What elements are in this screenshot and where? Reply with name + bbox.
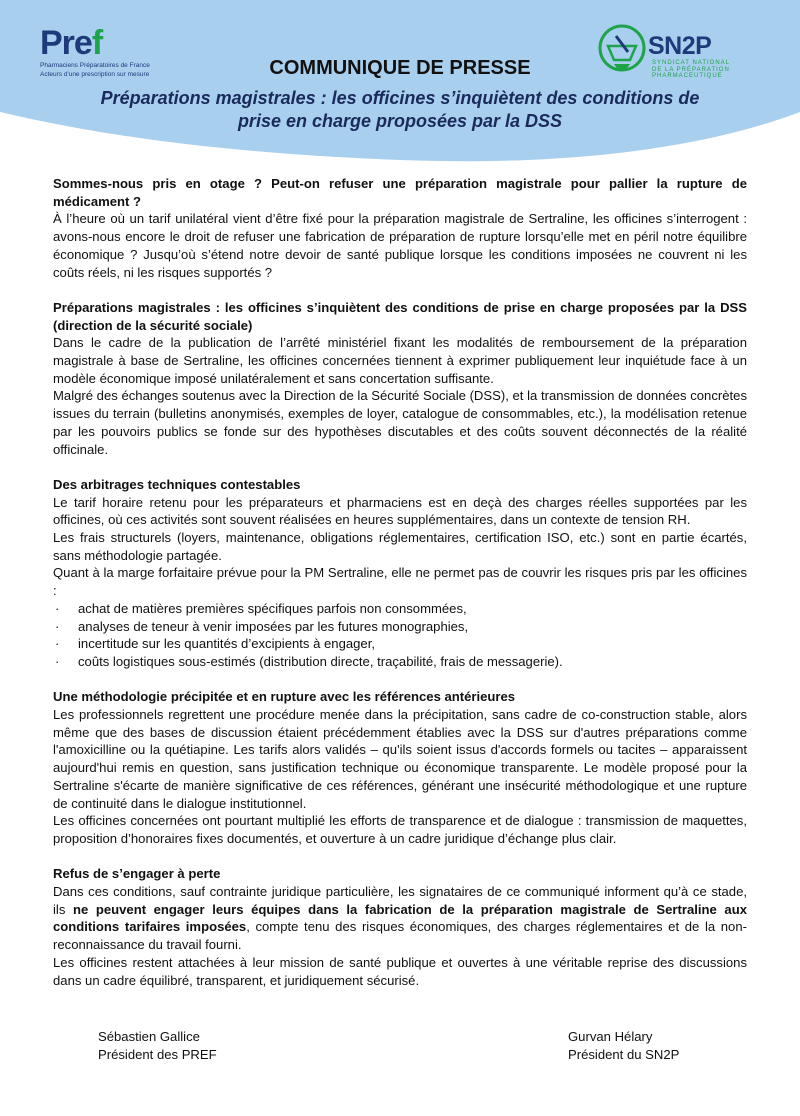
section-2-paragraph-2: Malgré des échanges soutenus avec la Direction de la Sécurité Sociale (DSS), et la transmission de données concrètes issues du terrain (bulletins anonymisés, exemples de loyer, catalogue de consommables, etc.), la modélisation retenue par les pouvoirs publics se fonde sur des hypothèses discutables et des coûts souvent déconnectés de la réalité officinale. [53,388,747,457]
bullet-icon: · [55,636,60,652]
bullet-icon: · [55,618,60,634]
bullet-icon: · [55,653,60,669]
section-4-paragraph-1: Les professionnels regrettent une procédure menée dans la précipitation, sans cadre de co-construction stable, alors même que des bases de discussion étaient précédemment établies avec la DSS sur d'autres préparations comme l'amoxicilline ou la quétiapine. Les tarifs alors validés – qu'ils soient issus d'accords formels ou tacites – apparaissent aujourd'hui remis en question, sans justification technique ou économique transparente. Le modèle proposé pour la Sertraline s'écarte de manière significative de ces références, générant une insécurité méthodologique et une rupture de continuité dans le dialogue institutionnel. [53,707,747,811]
section-2-heading: Préparations magistrales : les officines s’inquiètent des conditions de prise en charge proposées par la DSS (direction de la sécurité sociale) [53,299,747,333]
list-item: · incertitude sur les quantités d’excipients à engager, [55,636,375,652]
list-item: · analyses de teneur à venir imposées par les futures monographies, [55,618,469,634]
section-4-heading: Une méthodologie précipitée et en rupture avec les références antérieures [53,689,516,705]
section-3-paragraph-3: Quant à la marge forfaitaire prévue pour la PM Sertraline, elle ne permet pas de couvrir les risques pris par les officines : [53,565,747,599]
signatory-name: Sébastien Gallice [98,1029,200,1044]
section-5-paragraph-2: Les officines restent attachées à leur mission de santé publique et ouvertes à une véritable reprise des discussions dans un cadre équilibré, transparent, et juridiquement sécurisé. [53,954,747,988]
press-release-body [53,175,747,989]
signatory-role: Président des PREF [98,1047,217,1062]
pref-logo-tagline-1: Pharmaciens Préparatoires de France [40,62,150,69]
section-3-paragraph-2: Les frais structurels (loyers, maintenance, obligations réglementaires, certification ISO, etc.) sont en partie écartés, sans méthodologie partagée. [53,530,747,563]
list-item: · coûts logistiques sous-estimés (distribution directe, traçabilité, frais de messagerie). [55,653,563,669]
section-1-heading: Sommes-nous pris en otage ? Peut-on refuser une préparation magistrale pour pallier la rupture de médicament ? [53,176,747,209]
section-5-emphasis: ne peuvent engager leurs équipes dans la fabrication de la préparation magistrale de Sertraline aux conditions tarifaires imposées [53,901,747,935]
list-item: · achat de matières premières spécifiques parfois non consommées, [55,600,467,616]
signatory-role: Président du SN2P [568,1047,680,1062]
section-3-paragraph-1: Le tarif horaire retenu pour les préparateurs et pharmaciens est en deçà des charges réelles supportées par les officines, où ces activités sont souvent réalisées en heures supplémentaires, dans un contexte de tension RH. [53,494,747,528]
section-2-paragraph-1: Dans le cadre de la publication de l’arrêté ministériel fixant les modalités de remboursement de la préparation magistrale à base de Sertraline, les officines concernées tiennent à exprimer publiquement leur inquiétude face à un modèle économique imposé unilatéralement et sans concertation suffisante. [53,335,747,386]
press-release-title: COMMUNIQUE DE PRESSE [269,57,531,79]
sn2p-logo-name: SN2P [648,32,712,60]
press-release-subtitle: Préparations magistrales : les officines s’inquiètent des conditions de prise en charge proposées par la DSS [100,88,700,131]
section-3-heading: Des arbitrages techniques contestables [53,476,301,492]
section-4-paragraph-2: Les officines concernées ont pourtant multiplié les efforts de transparence et de dialogue : transmission de maquettes, proposition d’honoraires fixes documentés, et ouverture à un cadre juridique d’échange plus clair. [53,813,747,846]
sn2p-logo-tagline: SYNDICAT NATIONAL DE LA PRÉPARATION PHARMACEUTIQUE [652,60,731,79]
signatory-name: Gurvan Hélary [568,1029,653,1044]
pref-logo-plus: f [91,24,103,62]
section-5-paragraph-1: Dans ces conditions, sauf contrainte juridique particulière, les signataires de ce communiqué informent qu’à ce stade, ils ne peuvent engager leurs équipes dans la fabrication de la préparation magistrale de Sertraline aux conditions tarifaires imposées, compte tenu des risques économiques, des charges réglementaires et de la non-reconnaissance du travail fourni. [53,884,747,953]
section-5-heading: Refus de s’engager à perte [53,866,221,882]
section-3-bullet-list [53,600,747,671]
pref-logo-tagline-2: Acteurs d'une prescription sur mesure [40,71,150,78]
section-1-paragraph: À l’heure où un tarif unilatéral vient d’être fixé pour la préparation magistrale de Sertraline, les officines s’interrogent : avons-nous encore le droit de refuser une fabrication de préparation de rupture lorsqu’elle met en péril notre équilibre économique ? Jusqu’où s’étend notre devoir de santé publique lorsque les conditions imposées ne couvrent ni les coûts réels, ni les risques supportés ? [53,211,747,280]
pref-logo-wordmark: Pref [40,24,103,62]
bullet-icon: · [55,600,60,616]
signature-left [98,1028,217,1064]
signature-right [568,1028,679,1064]
